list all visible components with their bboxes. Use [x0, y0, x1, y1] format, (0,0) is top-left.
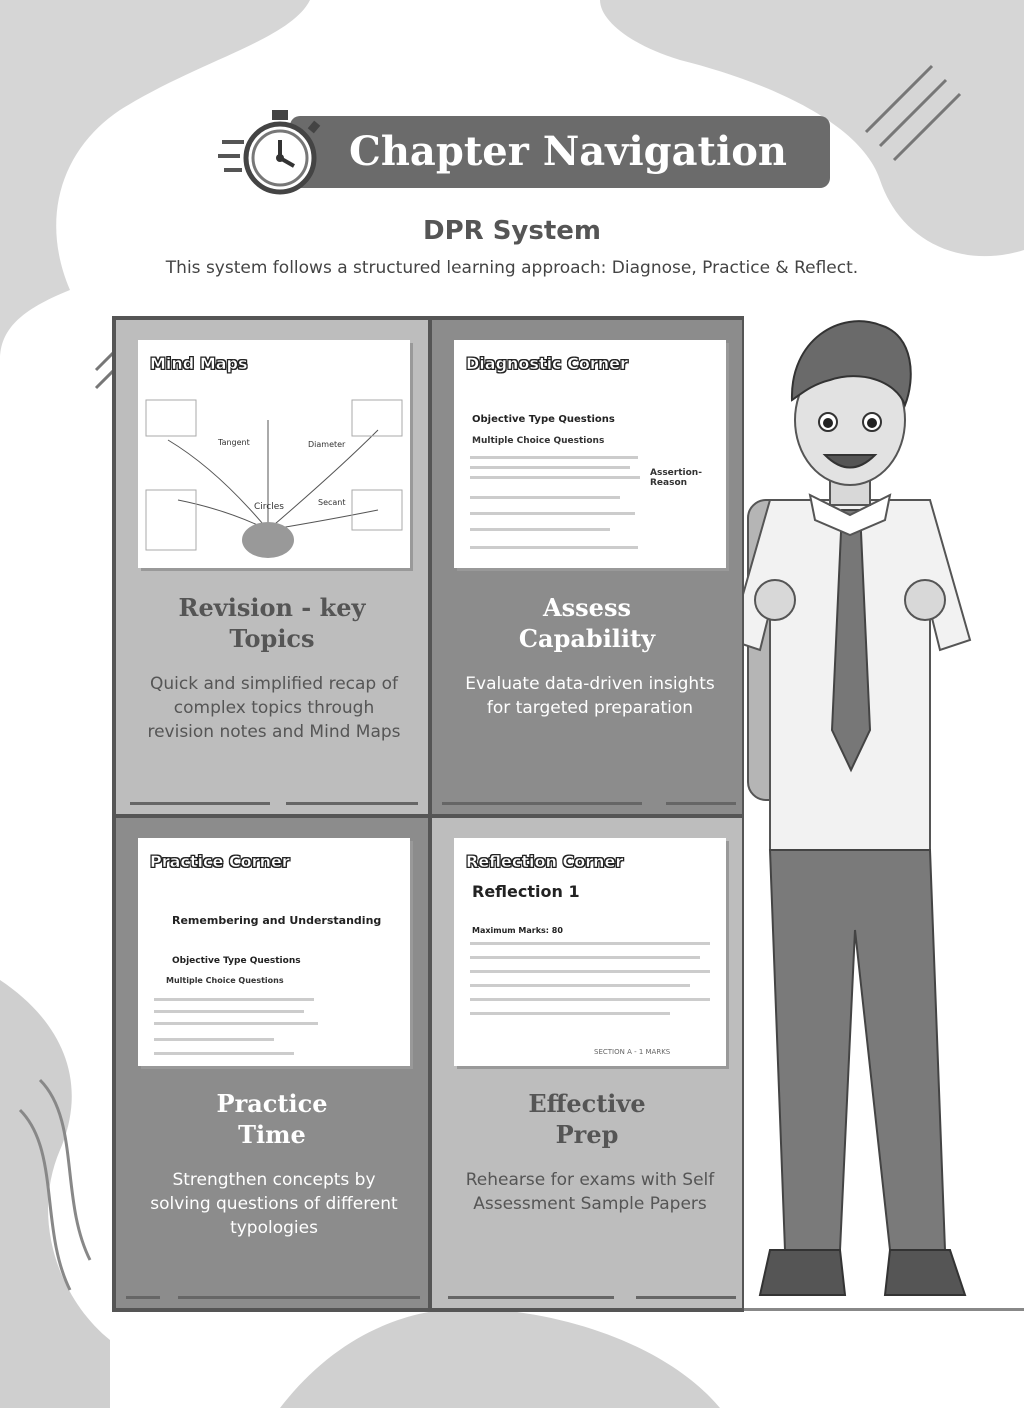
- stopwatch-icon: [218, 104, 328, 200]
- reflection-thumbnail: [454, 838, 726, 1066]
- system-title: DPR System: [422, 216, 601, 246]
- diagnostic-thumbnail: [454, 340, 726, 568]
- thumb-heading: Remembering and Understanding: [172, 914, 382, 927]
- thumb-subheading: Multiple Choice Questions: [472, 436, 605, 446]
- thumbnail-tag: Mind Maps: [150, 354, 248, 373]
- card-revision: [114, 318, 430, 816]
- mind-map-diagram: [138, 380, 410, 568]
- thumb-label-circles: Circles: [254, 502, 284, 512]
- thumbnail-tag: Diagnostic Corner: [466, 354, 628, 373]
- thumb-heading: Reflection 1: [472, 882, 580, 901]
- system-subtitle: This system follows a structured learning approach: Diagnose, Practice & Reflect.: [165, 258, 859, 278]
- thumb-marks: Maximum Marks: 80: [472, 926, 563, 935]
- card-practice: [114, 816, 430, 1310]
- thumbnail-tag: Practice Corner: [150, 852, 290, 871]
- thumb-section: SECTION A - 1 MARKS: [594, 1048, 671, 1056]
- footline: [130, 802, 270, 805]
- footline: [448, 1296, 614, 1299]
- card-description: Quick and simplified recap of complex topics through revision notes and Mind Maps: [147, 674, 401, 742]
- footline: [178, 1296, 420, 1299]
- thumb-label-diameter: Diameter: [308, 440, 346, 449]
- page-title: Chapter Navigation: [349, 128, 787, 175]
- card-title: Assess Capability: [518, 593, 656, 653]
- thumbnail-tag: Reflection Corner: [466, 852, 624, 871]
- thumb-subheading: Objective Type Questions: [172, 956, 301, 966]
- footline: [286, 802, 418, 805]
- thumb-label-tangent: Tangent: [218, 438, 250, 447]
- card-description: Rehearse for exams with Self Assessment Sample Papers: [465, 1170, 715, 1214]
- footline: [666, 802, 736, 805]
- thumb-label-secant: Secant: [318, 498, 346, 507]
- card-description: Evaluate data-driven insights for targeted preparation: [465, 674, 715, 718]
- floor-line: [740, 1308, 1024, 1311]
- practice-thumbnail: [138, 838, 410, 1066]
- thumb-subheading: Multiple Choice Questions: [166, 976, 284, 985]
- footline: [442, 802, 642, 805]
- dpr-grid: [112, 316, 744, 1312]
- card-assess: [430, 318, 744, 816]
- card-title: Revision - key Topics: [178, 593, 366, 653]
- card-title: Practice Time: [216, 1089, 328, 1149]
- mind-map-thumbnail: [138, 340, 410, 568]
- footline: [126, 1296, 160, 1299]
- thumb-subheading: Assertion-Reason: [650, 468, 702, 488]
- thumb-heading: Objective Type Questions: [472, 414, 615, 425]
- card-description: Strengthen concepts by solving questions of different typologies: [150, 1170, 398, 1238]
- card-effective-prep: [430, 816, 744, 1310]
- footline: [636, 1296, 736, 1299]
- card-title: Effective Prep: [528, 1089, 646, 1149]
- student-illustration: [700, 310, 1000, 1310]
